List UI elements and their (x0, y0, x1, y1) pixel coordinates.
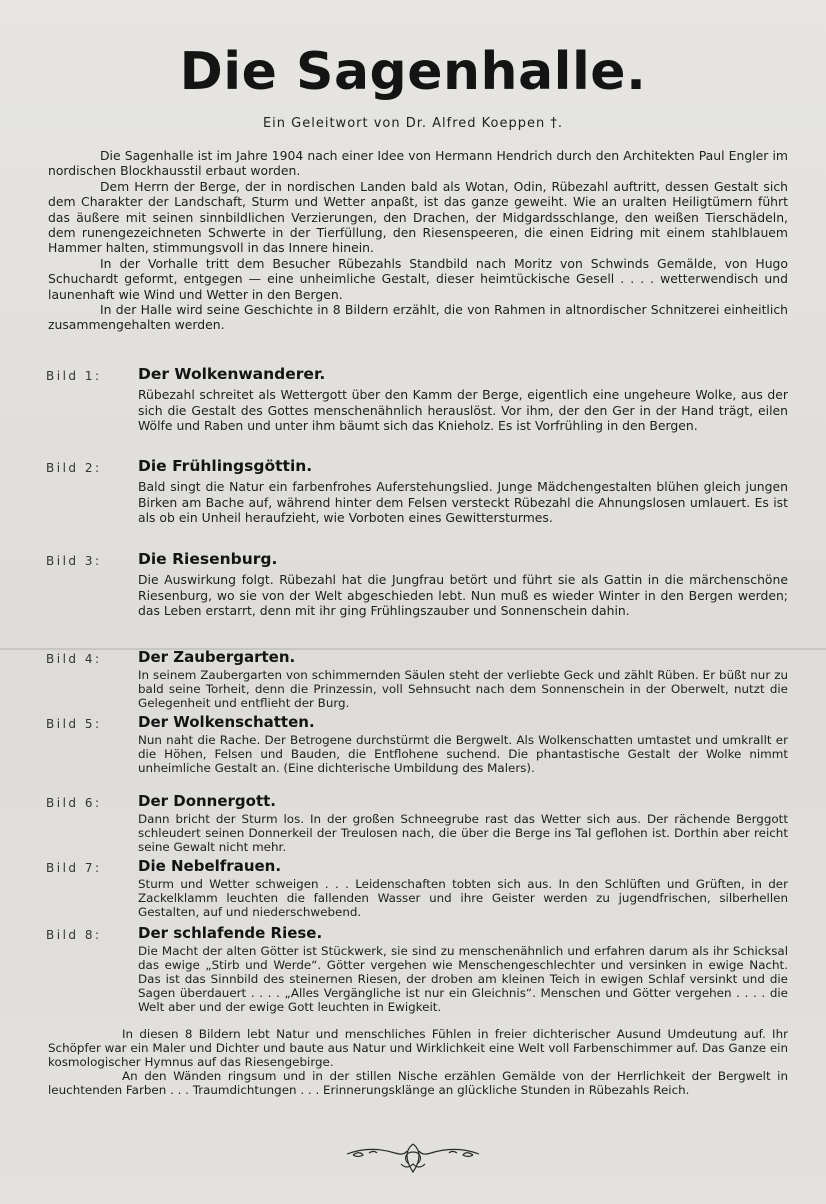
outro-paragraph: An den Wänden ringsum und in der stillen Nische erzählen Gemälde von der Herrlichkeit der Bergwelt in leuchtenden Farben . . . Traumdichtungen . . . Erinnerungsklänge an glückliche Stunden in Rübezahls Reich. (48, 1069, 788, 1097)
bild-label: Bild 8: (46, 928, 102, 942)
scroll-flourish-icon (343, 1140, 483, 1176)
bild-label: Bild 2: (46, 461, 102, 475)
bild-4-section (46, 648, 788, 710)
bild-3-section (46, 550, 788, 619)
bild-text: Die Auswirkung folgt. Rübezahl hat die Jungfrau betört und führt sie als Gattin in die märchenschöne Riesenburg, wo sie von der Welt abgeschieden lebt. Nun muß es wieder Winter in den Bergen werden; das Leben erstarrt, denn mit ihr ging Frühlingszauber und Sonnenschein dahin. (138, 572, 788, 619)
intro-paragraph: In der Halle wird seine Geschichte in 8 Bildern erzählt, die von Rahmen in altnordischer Schnitzerei einheitlich zusammengehalten werden. (48, 302, 788, 333)
bild-8-section (46, 924, 788, 1014)
bild-text: Dann bricht der Sturm los. In der großen Schneegrube rast das Wetter sich aus. Der rächende Berggott schleudert seinen Donnerkeil der Treulosen nach, die über die Berge ins Tal geflohen ist. Dorthin aber reicht seine Gewalt nicht mehr. (138, 812, 788, 854)
bild-text: Nun naht die Rache. Der Betrogene durchstürmt die Bergwelt. Als Wolkenschatten umtastet und umkrallt er die Höhen, Felsen und Bauden, die Entflohene suchend. Die phantastische Gestalt der Wolke nimmt unheimliche Gestalt an. (Eine dichterische Umbildung des Malers). (138, 733, 788, 775)
document-title: Die Sagenhalle. (179, 42, 647, 102)
intro-paragraph: Dem Herrn der Berge, der in nordischen Landen bald als Wotan, Odin, Rübezahl auftritt, dessen Gestalt sich dem Charakter der Landschaft, Sturm und Wetter anpaßt, ist das ganze geweiht. Wie an uralten Heiligtümern führt das äußere mit seinen sinnbildlichen Verzierungen, den Drachen, der Midgardsschlange, den weißen Tierschädeln, dem runengezeichneten Schwerte in der Tierfüllung, den Riesenspeeren, die einen Eidring mit einem stahlblauem Hammer halten, stimmungsvoll in das Innere hinein. (48, 178, 788, 256)
bild-7-section (46, 857, 788, 919)
intro-section (48, 148, 788, 333)
outro-section (48, 1027, 788, 1097)
bild-1-section (46, 365, 788, 434)
bild-text: Bald singt die Natur ein farbenfrohes Auferstehungslied. Junge Mädchengestalten blühen gleich jungen Birken am Bache auf, während hinter dem Felsen versteckt Rübezahl die Ahnungslosen umlauert. Es ist als ob ein Unheil heraufzieht, wie Vorboten eines Gewittersturmes. (138, 479, 788, 526)
bild-5-section (46, 713, 788, 775)
bild-label: Bild 7: (46, 861, 102, 875)
bild-heading: Der Donnergott. (138, 792, 277, 810)
bild-text: Die Macht der alten Götter ist Stückwerk, sie sind zu menschenähnlich und erfahren darum als ihr Schicksal das ewige „Stirb und Werde“. Götter vergehen wie Menschengeschlechter und versinken in ewige Nacht. Das ist das Sinnbild des steinernen Riesen, der droben am kleinen Teich in ewigen Schlaf versinkt und die Sagen überdauert . . . . „Alles Vergängliche ist nur ein Gleichnis“. Menschen und Götter vergehen . . . . die Welt aber und der ewige Gott leuchten in Ewigkeit. (138, 944, 788, 1014)
bild-heading: Die Nebelfrauen. (138, 857, 282, 875)
bild-6-section (46, 792, 788, 854)
bild-2-section (46, 457, 788, 526)
bild-heading: Der Wolkenwanderer. (138, 365, 326, 383)
bild-heading: Die Frühlingsgöttin. (138, 457, 313, 475)
bild-text: In seinem Zaubergarten von schimmernden Säulen steht der verliebte Geck und zählt Rüben. Er büßt nur zu bald seine Torheit, denn die Prinzessin, voll Sehnsucht nach dem Sonnenschein in der Oberwelt, nutzt die Gelegenheit und entflieht der Burg. (138, 668, 788, 710)
bild-heading: Der schlafende Riese. (138, 924, 323, 942)
outro-paragraph: In diesen 8 Bildern lebt Natur und menschliches Fühlen in freier dichterischer Ausund Umdeutung auf. Ihr Schöpfer war ein Maler und Dichter und baute aus Natur und Wirklichkeit eine Welt voll Farbenschimmer auf. Das Ganze ein kosmologischer Hymnus auf das Riesengebirge. (48, 1027, 788, 1069)
bild-label: Bild 1: (46, 369, 102, 383)
bild-heading: Der Zaubergarten. (138, 648, 296, 666)
bild-label: Bild 3: (46, 554, 102, 568)
intro-paragraph: Die Sagenhalle ist im Jahre 1904 nach einer Idee von Hermann Hendrich durch den Architekten Paul Engler im nordischen Blockhausstil erbaut worden. (48, 148, 788, 179)
intro-paragraph: In der Vorhalle tritt dem Besucher Rübezahls Standbild nach Moritz von Schwinds Gemälde, von Hugo Schuchardt geformt, entgegen — eine unheimliche Gestalt, dieser heimtückische Gesell . . . . wetterwendisch und launenhaft wie Wind und Wetter in den Bergen. (48, 255, 788, 302)
bild-heading: Der Wolkenschatten. (138, 713, 315, 731)
bild-label: Bild 6: (46, 796, 102, 810)
bild-text: Sturm und Wetter schweigen . . . Leidenschaften tobten sich aus. In den Schlüften und Grüften, in der Zackelklamm leuchten die fallenden Wasser und ihre Geister werden zu jugendfrischen, silberhellen Gestalten, auf und niederschwebend. (138, 877, 788, 919)
document-subtitle: Ein Geleitwort von Dr. Alfred Koeppen †. (262, 116, 564, 131)
bild-text: Rübezahl schreitet als Wettergott über den Kamm der Berge, eigentlich eine ungeheure Wolke, aus der sich die Gestalt des Gottes menschenähnlich herauslöst. Vor ihm, der den Ger in der Hand trägt, eilen Wölfe und Raben und unter ihm bäumt sich das Knieholz. Es ist Vorfrühling in den Bergen. (138, 387, 788, 434)
bild-label: Bild 5: (46, 717, 102, 731)
bild-heading: Die Riesenburg. (138, 550, 278, 568)
bild-label: Bild 4: (46, 652, 102, 666)
